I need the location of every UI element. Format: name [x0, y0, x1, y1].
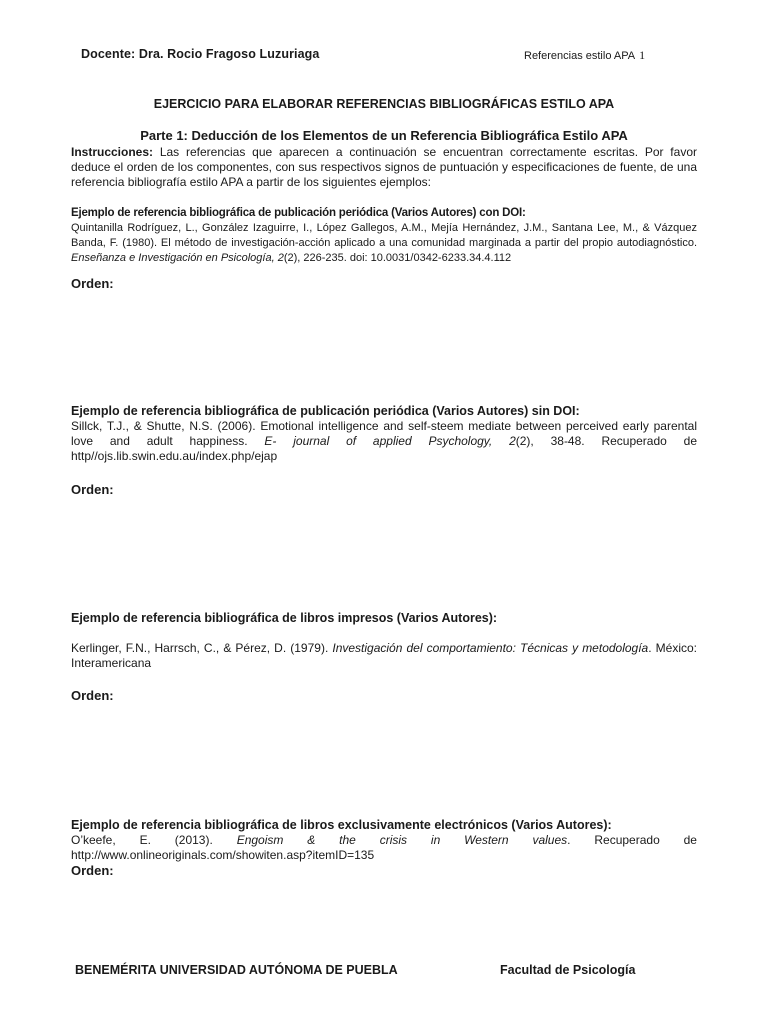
example-1-reference [71, 221, 697, 266]
running-head-text: Referencias estilo APA [524, 50, 636, 62]
example-3-orden-label: Orden: [71, 688, 114, 703]
instructions-paragraph [71, 145, 697, 190]
example-4 [71, 818, 697, 878]
example-2-ref-text: Sillck, T.J., & Shutte, N.S. (2006). Emotional intelligence and self-steem mediate between perceived early parental love and adult happiness. [71, 419, 697, 448]
docente-label: Docente: Dra. Rocio Fragoso Luzuriaga [81, 47, 320, 61]
footer-faculty: Facultad de Psicología [500, 963, 636, 977]
example-4-ref-details: . Recuperado de http://www.onlineoriginals.com/showiten.asp?itemID=135 [71, 833, 697, 862]
example-1-heading: Ejemplo de referencia bibliográfica de publicación periódica (Varios Autores) con DOI: [71, 207, 526, 219]
instructions-text: Las referencias que aparecen a continuación se encuentran correctamente escritas. Por favor deduce el orden de los componentes, con sus respectivos signos de puntuación y especificaciones de fuente, de una referencia bibliografía estilo APA a partir de los siguientes ejemplos: [71, 145, 697, 189]
page-subtitle: Parte 1: Deducción de los Elementos de un Referencia Bibliográfica Estilo APA [140, 128, 628, 143]
example-2-ref-source: E- journal of applied Psychology, 2 [264, 434, 516, 448]
example-2-ref-details: (2), 38-48. Recuperado de http//ojs.lib.swin.edu.au/index.php/ejap [71, 434, 697, 463]
example-1-ref-source: Enseñanza e Investigación en Psicología, 2 [71, 252, 284, 264]
example-4-ref-source: Engoism & the crisis in Western values [236, 833, 568, 847]
example-3-ref-source: Investigación del comportamiento: Técnicas y metodología [332, 641, 649, 655]
example-4-orden-label: Orden: [71, 863, 114, 878]
page-number: 1 [639, 48, 646, 62]
example-3-ref-details: . México: Interamericana [71, 641, 697, 670]
example-2 [71, 404, 697, 464]
example-1-ref-details: (2), 226-235. doi: 10.0031/0342-6233.34.4.112 [283, 252, 512, 264]
example-2-reference [71, 419, 697, 464]
instructions-label: Instrucciones: [71, 145, 154, 159]
example-4-reference [71, 833, 697, 863]
example-1-ref-text: Quintanilla Rodríguez, L., González Izaguirre, I., López Gallegos, A.M., Mejía Hernández, J.M., Santana Lee, M., & Vázquez Banda, F. (1980). El método de investigación-acción aplicado a una comunidad marginada a partir del propio autodiagnóstico. [71, 222, 697, 249]
running-head [524, 48, 645, 63]
example-2-heading: Ejemplo de referencia bibliográfica de publicación periódica (Varios Autores) sin DOI: [71, 404, 580, 418]
example-4-ref-text: O’keefe, E. (2013). [71, 833, 237, 847]
example-3-ref-text: Kerlinger, F.N., Harrsch, C., & Pérez, D. (1979). [71, 641, 333, 655]
example-2-orden-label: Orden: [71, 482, 114, 497]
example-1-orden-label: Orden: [71, 276, 114, 291]
example-3 [71, 611, 697, 671]
example-4-heading: Ejemplo de referencia bibliográfica de libros exclusivamente electrónicos (Varios Autores): [71, 818, 612, 832]
footer-university: BENEMÉRITA UNIVERSIDAD AUTÓNOMA DE PUEBLA [75, 963, 398, 977]
example-1 [71, 206, 697, 266]
example-3-heading: Ejemplo de referencia bibliográfica de libros impresos (Varios Autores): [71, 611, 498, 625]
example-3-reference [71, 641, 697, 671]
page-title: EJERCICIO PARA ELABORAR REFERENCIAS BIBLIOGRÁFICAS ESTILO APA [153, 97, 615, 111]
